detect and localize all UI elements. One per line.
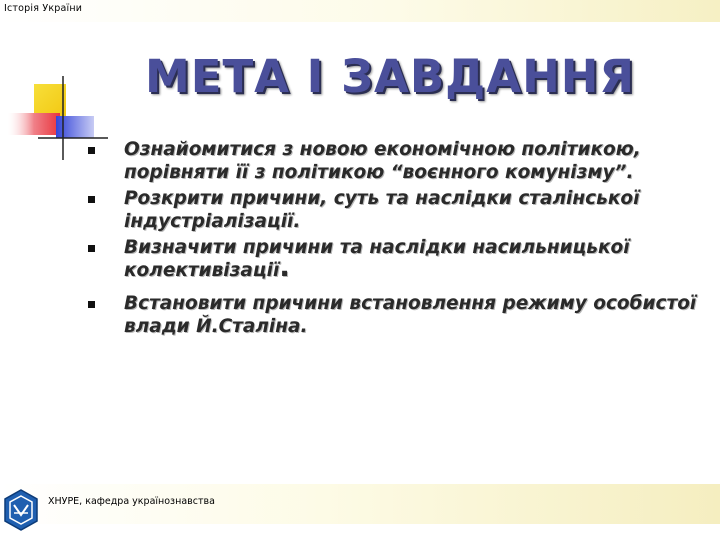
footer-department: ХНУРЕ, кафедра українознавства: [48, 496, 215, 507]
objective-item: [84, 292, 704, 338]
bullet-square-icon: [88, 245, 95, 252]
objectives-list: [84, 138, 704, 338]
objective-text: Визначити причини та наслідки насильницької колективізації: [124, 237, 630, 281]
objective-text: Розкрити причини, суть та наслідки сталінської індустріалізації.: [124, 188, 640, 232]
bullet-square-icon: [88, 147, 95, 154]
objective-item: [84, 138, 704, 184]
slide-title: МЕТА І ЗАВДАННЯ: [144, 50, 636, 103]
university-logo-icon: [2, 488, 40, 532]
yellow-square: [34, 84, 66, 116]
objective-text: Встановити причини встановлення режиму особистої влади Й.Сталіна.: [124, 293, 697, 337]
objective-item: [84, 236, 704, 282]
bullet-square-icon: [88, 196, 95, 203]
course-header: Історія України: [4, 3, 83, 14]
objective-text: Ознайомитися з новою економічною політикою, порівняти її з політикою “воєнного комунізму”.: [124, 139, 641, 183]
objective-item: [84, 187, 704, 233]
bullet-square-icon: [88, 301, 95, 308]
objective-end-mark: .: [279, 250, 290, 283]
red-bar: [8, 113, 60, 135]
blue-bar: [56, 116, 94, 138]
